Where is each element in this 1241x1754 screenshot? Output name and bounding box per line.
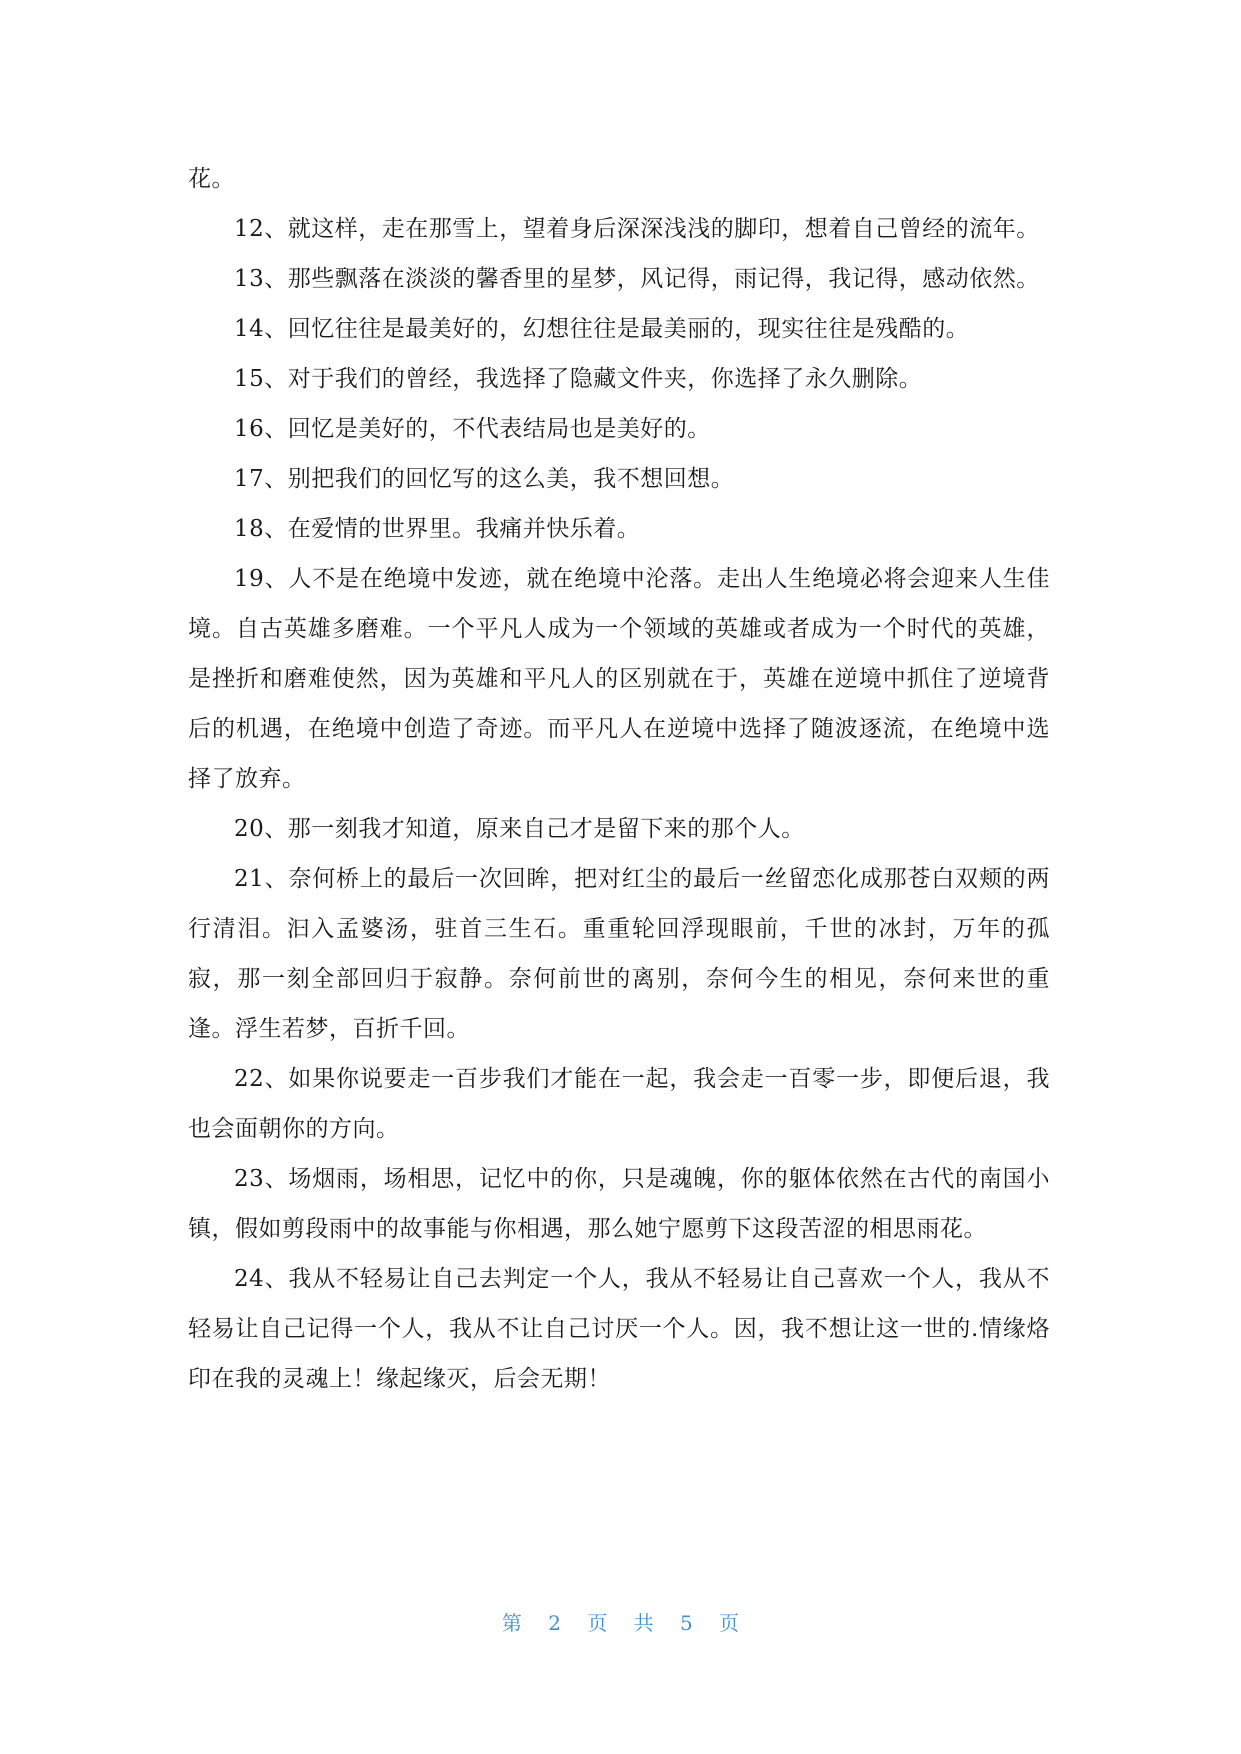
paragraph-item-20: 20、那一刻我才知道，原来自己才是留下来的那个人。: [234, 816, 805, 842]
paragraph-item-23: 23、场烟雨，场相思，记忆中的你，只是魂魄，你的躯体依然在古代的南国小镇，假如剪段雨中的故事能与你相遇，那么她宁愿剪下这段苦涩的相思雨花。: [188, 1166, 1050, 1242]
footer-word-page-end: 页: [587, 1611, 608, 1635]
paragraph-item-18: 18、在爱情的世界里。我痛并快乐着。: [234, 516, 641, 542]
paragraph-item-16: 16、回忆是美好的，不代表结局也是美好的。: [234, 416, 711, 442]
paragraph-item-17: 17、别把我们的回忆写的这么美，我不想回想。: [234, 466, 735, 492]
paragraph-item-15: 15、对于我们的曾经，我选择了隐藏文件夹，你选择了永久删除。: [234, 366, 923, 392]
paragraph-item-19: 19、人不是在绝境中发迹，就在绝境中沦落。走出人生绝境必将会迎来人生佳境。自古英雄多磨难。一个平凡人成为一个领域的英雄或者成为一个时代的英雄，是挫折和磨难使然，因为英雄和平凡人的区别就在于，英雄在逆境中抓住了逆境背后的机遇，在绝境中创造了奇迹。而平凡人在逆境中选择了随波逐流，在绝境中选择了放弃。: [188, 566, 1050, 792]
document-body: [188, 154, 1050, 1404]
footer-word-page-end-2: 页: [719, 1611, 740, 1635]
footer-total-pages: 5: [680, 1611, 693, 1635]
footer-current-page: 2: [548, 1611, 561, 1635]
page-number-footer: [0, 1607, 1241, 1636]
paragraph-item-24: 24、我从不轻易让自己去判定一个人，我从不轻易让自己喜欢一个人，我从不轻易让自己记得一个人，我从不让自己讨厌一个人。因，我不想让这一世的.情缘烙印在我的灵魂上！缘起缘灭，后会无期！: [188, 1266, 1050, 1392]
paragraph-item-13: 13、那些飘落在淡淡的馨香里的星梦，风记得，雨记得，我记得，感动依然。: [234, 266, 1040, 292]
paragraph-continuation: 花。: [188, 166, 235, 192]
paragraph-item-22: 22、如果你说要走一百步我们才能在一起，我会走一百零一步，即便后退，我也会面朝你的方向。: [188, 1066, 1050, 1142]
paragraph-item-12: 12、就这样，走在那雪上，望着身后深深浅浅的脚印，想着自己曾经的流年。: [234, 216, 1040, 242]
footer-word-total: 共: [633, 1611, 654, 1635]
footer-word-page: 第: [501, 1611, 522, 1635]
paragraph-item-14: 14、回忆往往是最美好的，幻想往往是最美丽的，现实往往是残酷的。: [234, 316, 970, 342]
paragraph-item-21: 21、奈何桥上的最后一次回眸，把对红尘的最后一丝留恋化成那苍白双颊的两行清泪。汩入孟婆汤，驻首三生石。重重轮回浮现眼前，千世的冰封，万年的孤寂，那一刻全部回归于寂静。奈何前世的离别，奈何今生的相见，奈何来世的重逢。浮生若梦，百折千回。: [188, 866, 1050, 1042]
